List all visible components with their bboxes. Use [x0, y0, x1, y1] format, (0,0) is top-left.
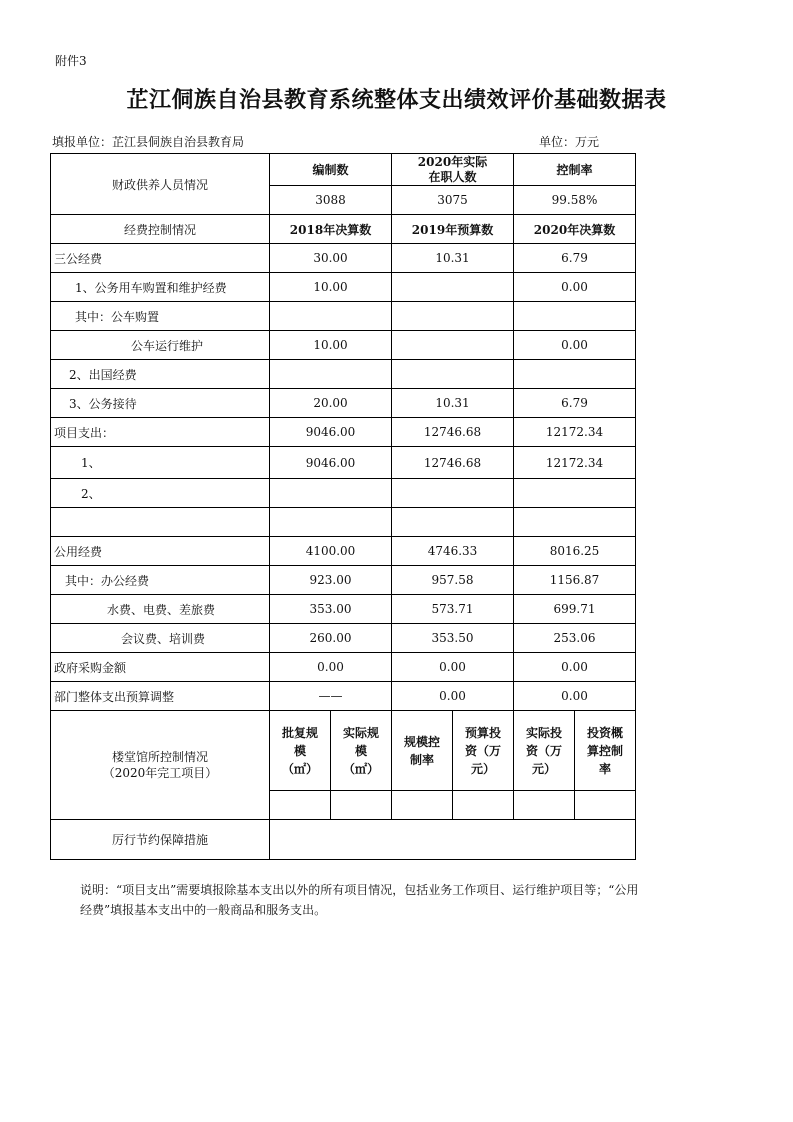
staff-label: 财政供养人员情况: [51, 154, 270, 215]
row-value-2018: 353.00: [270, 595, 392, 624]
row-value-2019: [392, 479, 514, 508]
fill-unit: 填报单位：芷江县侗族自治县教育局: [52, 135, 245, 149]
row-value-2020: [514, 508, 636, 537]
building-value-cell: [514, 791, 575, 820]
staff-quota-value: 3088: [270, 186, 392, 215]
row-value-2020: 0.00: [514, 682, 636, 711]
row-value-2018: 4100.00: [270, 537, 392, 566]
row-value-2018: [270, 360, 392, 389]
row-value-2019: 573.71: [392, 595, 514, 624]
row-value-2020: 6.79: [514, 244, 636, 273]
row-label: [51, 508, 270, 537]
row-value-2019: 4746.33: [392, 537, 514, 566]
building-header-invest-rate: 投资概 算控制 率: [575, 711, 636, 791]
staff-header-rate: 控制率: [514, 154, 636, 186]
row-label: 其中：公车购置: [51, 302, 270, 331]
building-value-cell: [453, 791, 514, 820]
staff-actual-value: 3075: [392, 186, 514, 215]
building-header-approved: 批复规 模 （㎡）: [270, 711, 331, 791]
row-value-2019: 0.00: [392, 653, 514, 682]
row-value-2019: [392, 360, 514, 389]
row-value-2018: 0.00: [270, 653, 392, 682]
row-value-2020: 0.00: [514, 653, 636, 682]
row-value-2020: [514, 302, 636, 331]
row-value-2018: 9046.00: [270, 447, 392, 479]
funding-header-2020: 2020年决算数: [514, 215, 636, 244]
row-value-2018: [270, 302, 392, 331]
row-value-2019: 12746.68: [392, 447, 514, 479]
row-label: 会议费、培训费: [51, 624, 270, 653]
row-value-2018: 10.00: [270, 273, 392, 302]
row-value-2020: 8016.25: [514, 537, 636, 566]
row-label: 2、: [51, 479, 270, 508]
building-header-actual: 实际规 模 （㎡）: [331, 711, 392, 791]
row-value-2018: 923.00: [270, 566, 392, 595]
building-value-cell: [575, 791, 636, 820]
data-table: [50, 153, 636, 860]
row-label: 公车运行维护: [51, 331, 270, 360]
row-value-2020: 6.79: [514, 389, 636, 418]
row-value-2019: [392, 273, 514, 302]
row-label: 政府采购金额: [51, 653, 270, 682]
staff-header-quota: 编制数: [270, 154, 392, 186]
row-label: 公用经费: [51, 537, 270, 566]
row-value-2020: [514, 479, 636, 508]
attachment-label: 附件3: [55, 54, 87, 68]
row-value-2019: 10.31: [392, 244, 514, 273]
row-value-2020: 0.00: [514, 331, 636, 360]
funding-label: 经费控制情况: [51, 215, 270, 244]
row-label: 2、出国经费: [51, 360, 270, 389]
funding-header-2018: 2018年决算数: [270, 215, 392, 244]
building-header-actual-invest: 实际投 资（万 元）: [514, 711, 575, 791]
row-value-2020: 12172.34: [514, 447, 636, 479]
building-label: 楼堂馆所控制情况 （2020年完工项目）: [51, 711, 270, 820]
money-unit: 单位：万元: [539, 135, 600, 149]
building-value-cell: [270, 791, 331, 820]
row-label: 1、公务用车购置和维护经费: [51, 273, 270, 302]
row-value-2019: 10.31: [392, 389, 514, 418]
footnote: 说明：“项目支出”需要填报除基本支出以外的所有项目情况，包括业务工作项目、运行维护项目等；“公用经费”填报基本支出中的一般商品和服务支出。: [80, 883, 639, 917]
row-value-2020: 253.06: [514, 624, 636, 653]
row-value-2019: [392, 508, 514, 537]
row-value-2019: 0.00: [392, 682, 514, 711]
row-value-2019: 353.50: [392, 624, 514, 653]
row-value-2018: 260.00: [270, 624, 392, 653]
measures-label: 厉行节约保障措施: [51, 820, 270, 860]
row-value-2020: 699.71: [514, 595, 636, 624]
row-value-2020: 0.00: [514, 273, 636, 302]
row-value-2018: [270, 479, 392, 508]
row-value-2020: 12172.34: [514, 418, 636, 447]
building-value-cell: [331, 791, 392, 820]
row-value-2019: [392, 302, 514, 331]
row-value-2020: 1156.87: [514, 566, 636, 595]
row-value-2018: 10.00: [270, 331, 392, 360]
row-value-2018: [270, 508, 392, 537]
row-value-2018: 9046.00: [270, 418, 392, 447]
row-value-2020: [514, 360, 636, 389]
row-label: 项目支出：: [51, 418, 270, 447]
row-label: 三公经费: [51, 244, 270, 273]
row-label: 水费、电费、差旅费: [51, 595, 270, 624]
building-value-cell: [392, 791, 453, 820]
building-header-scale-rate: 规模控 制率: [392, 711, 453, 791]
funding-header-2019: 2019年预算数: [392, 215, 514, 244]
row-label: 1、: [51, 447, 270, 479]
row-value-2019: [392, 331, 514, 360]
row-value-2018: 20.00: [270, 389, 392, 418]
page-title: 芷江侗族自治县教育系统整体支出绩效评价基础数据表: [126, 88, 667, 113]
measures-value: [270, 820, 636, 860]
row-label: 部门整体支出预算调整: [51, 682, 270, 711]
building-header-budget-invest: 预算投 资（万 元）: [453, 711, 514, 791]
row-value-2019: 957.58: [392, 566, 514, 595]
row-value-2018: 30.00: [270, 244, 392, 273]
row-label: 其中：办公经费: [51, 566, 270, 595]
row-value-2018: ——: [270, 682, 392, 711]
row-label: 3、公务接待: [51, 389, 270, 418]
row-value-2019: 12746.68: [392, 418, 514, 447]
staff-rate-value: 99.58%: [514, 186, 636, 215]
staff-header-actual: 2020年实际 在职人数: [392, 154, 514, 186]
